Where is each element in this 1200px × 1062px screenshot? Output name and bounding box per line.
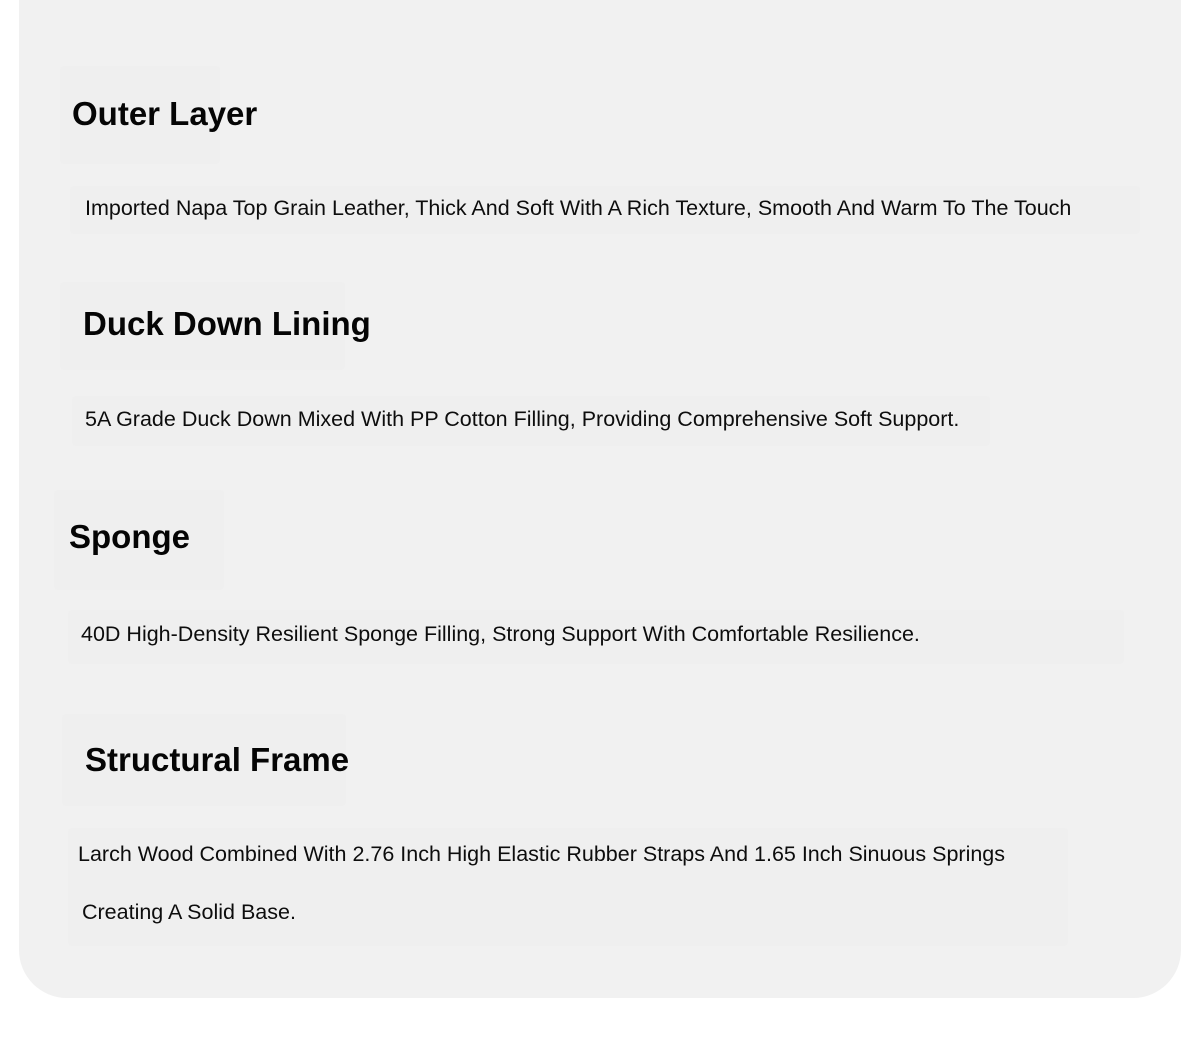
section-description-structural-frame-line-2: Creating A Solid Base.: [82, 900, 296, 924]
section-title-duck-down-lining: Duck Down Lining: [83, 305, 371, 342]
section-description-duck-down-lining: 5A Grade Duck Down Mixed With PP Cotton Filling, Providing Comprehensive Soft Support.: [85, 407, 960, 431]
section-title-outer-layer: Outer Layer: [72, 95, 258, 132]
section-description-sponge: 40D High-Density Resilient Sponge Filling, Strong Support With Comfortable Resilience.: [81, 622, 920, 646]
section-title-structural-frame: Structural Frame: [85, 741, 350, 778]
section-title-sponge: Sponge: [69, 518, 190, 555]
section-description-structural-frame-line-1: Larch Wood Combined With 2.76 Inch High Elastic Rubber Straps And 1.65 Inch Sinuous Springs: [78, 842, 1006, 866]
section-description-outer-layer: Imported Napa Top Grain Leather, Thick And Soft With A Rich Texture, Smooth And Warm To The Touch: [85, 196, 1072, 220]
